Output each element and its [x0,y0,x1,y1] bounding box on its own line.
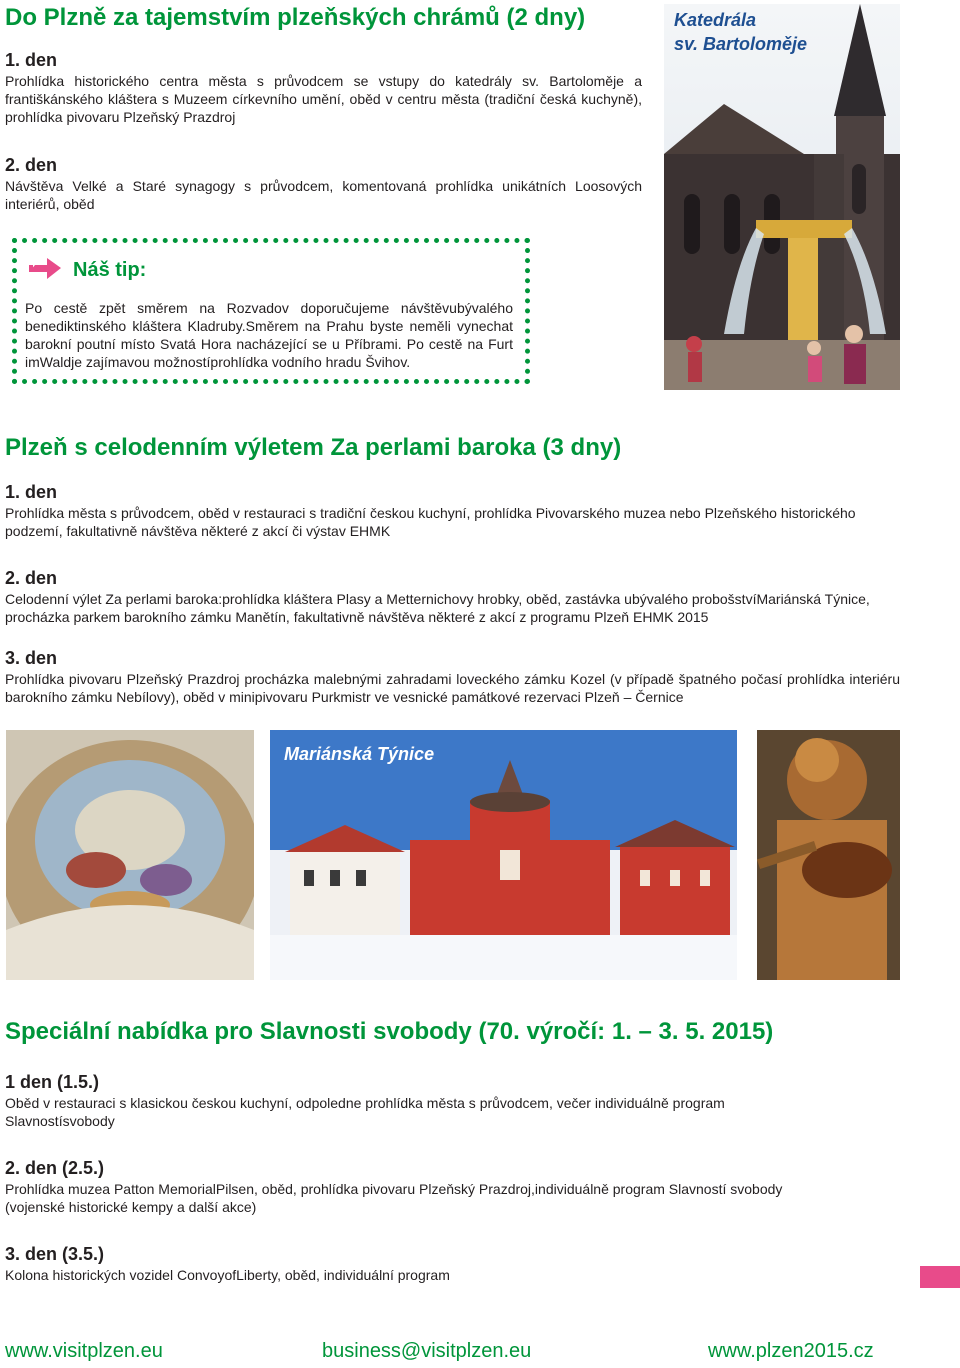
section2-day3-label: 3. den [5,648,58,668]
section2-day3-text: Prohlídka pivovaru Plzeňský Prazdroj procházka malebnými zahradami loveckého zámku Kozel (v případě špatného počasí prohlídka interiéru barokního zámku Nebílovy), oběd v minipivovaru Purkmistr ve vesnické památkové rezervaci Plzeň – Černice [5,671,900,705]
ceiling-fresco-photo [6,730,254,980]
tip-title: Náš tip: [73,259,147,281]
footer-web-link[interactable]: www.visitplzen.eu [5,1340,163,1362]
section1-day1-text: Prohlídka historického centra města s průvodcem se vstupy do katedrály sv. Bartoloměje a františkánského kláštera s Muzeem církevního umění, oběd v centru města (tradiční česká kuchyně), prohlídka pivovaru Plzeňský Prazdroj [5,73,642,125]
section3-day3-text: Kolona historických vozidel ConvoyofLiberty, oběd, individuální program [5,1267,450,1283]
tip-box [12,238,530,384]
marianska-tynice-caption: Mariánská Týnice [284,744,435,764]
section3-day2-text: Prohlídka muzea Patton MemorialPilsen, oběd, prohlídka pivovaru Plzeňský Prazdroj,individuálně program Slavností svobody (vojenské historické kempy a další akce) [5,1181,783,1215]
section2-day1-label: 1. den [5,482,58,502]
section3-day1-label: 1 den (1.5.) [5,1072,100,1092]
section1-title: Do Plzně za tajemstvím plzeňských chrámů (2 dny) [5,4,586,31]
section1-day2-label: 2. den [5,155,58,175]
section2-day2-label: 2. den [5,568,58,588]
cathedral-caption-line2: sv. Bartoloměje [674,34,808,54]
cathedral-caption-line1: Katedrála [674,10,757,30]
marianska-tynice-photo [270,730,737,980]
violin-statue-photo [757,730,900,980]
section1-day1-label: 1. den [5,50,58,70]
footer-email-link[interactable]: business@visitplzen.eu [322,1340,532,1362]
section2-day2-text: Celodenní výlet Za perlami baroka:prohlídka kláštera Plasy a Metternichovy hrobky, oběd, zastávka ubývalého probošstvíMariánská Týnice, procházka parkem barokního zámku Manětín, fakultativně návštěva některé z akcí z programu Plzeň EHMK 2015 [5,591,870,625]
section3-day2-label: 2. den (2.5.) [5,1158,105,1178]
section1-day2-text: Návštěva Velké a Staré synagogy s průvodcem, komentovaná prohlídka unikátních Loosových interiérů, oběd [5,178,642,212]
section3-day1-text: Oběd v restauraci s klasickou českou kuchyní, odpoledne prohlídka města s průvodcem, večer individuálně program Slavnostísvobody [5,1095,725,1129]
tip-text: Po cestě zpět směrem na Rozvadov doporučujeme návštěvubývalého benediktinského kláštera Kladruby.Směrem na Prahu byste neměli vynechat barokní poutní místo Svatá Hora nacházející se u Příbrami. Po cestě na Furt imWaldje zajímavou možnostíprohlídka vodního hradu Švihov. [25,300,513,370]
section2-title: Plzeň s celodenním výletem Za perlami baroka (3 dny) [5,434,622,461]
section3-day3-label: 3. den (3.5.) [5,1244,105,1264]
cathedral-photo [664,4,900,390]
arrow-right-icon [27,257,63,288]
page-edge-tab [920,1266,960,1288]
section3-title: Speciální nabídka pro Slavnosti svobody (70. výročí: 1. – 3. 5. 2015) [5,1018,774,1045]
footer-web2-link[interactable]: www.plzen2015.cz [708,1340,874,1362]
section2-day1-text: Prohlídka města s průvodcem, oběd v restauraci s tradiční českou kuchyní, prohlídka Pivovarského muzea nebo Plzeňského historického podzemí, fakultativně návštěva některé z akcí či výstav EHMK [5,505,856,539]
